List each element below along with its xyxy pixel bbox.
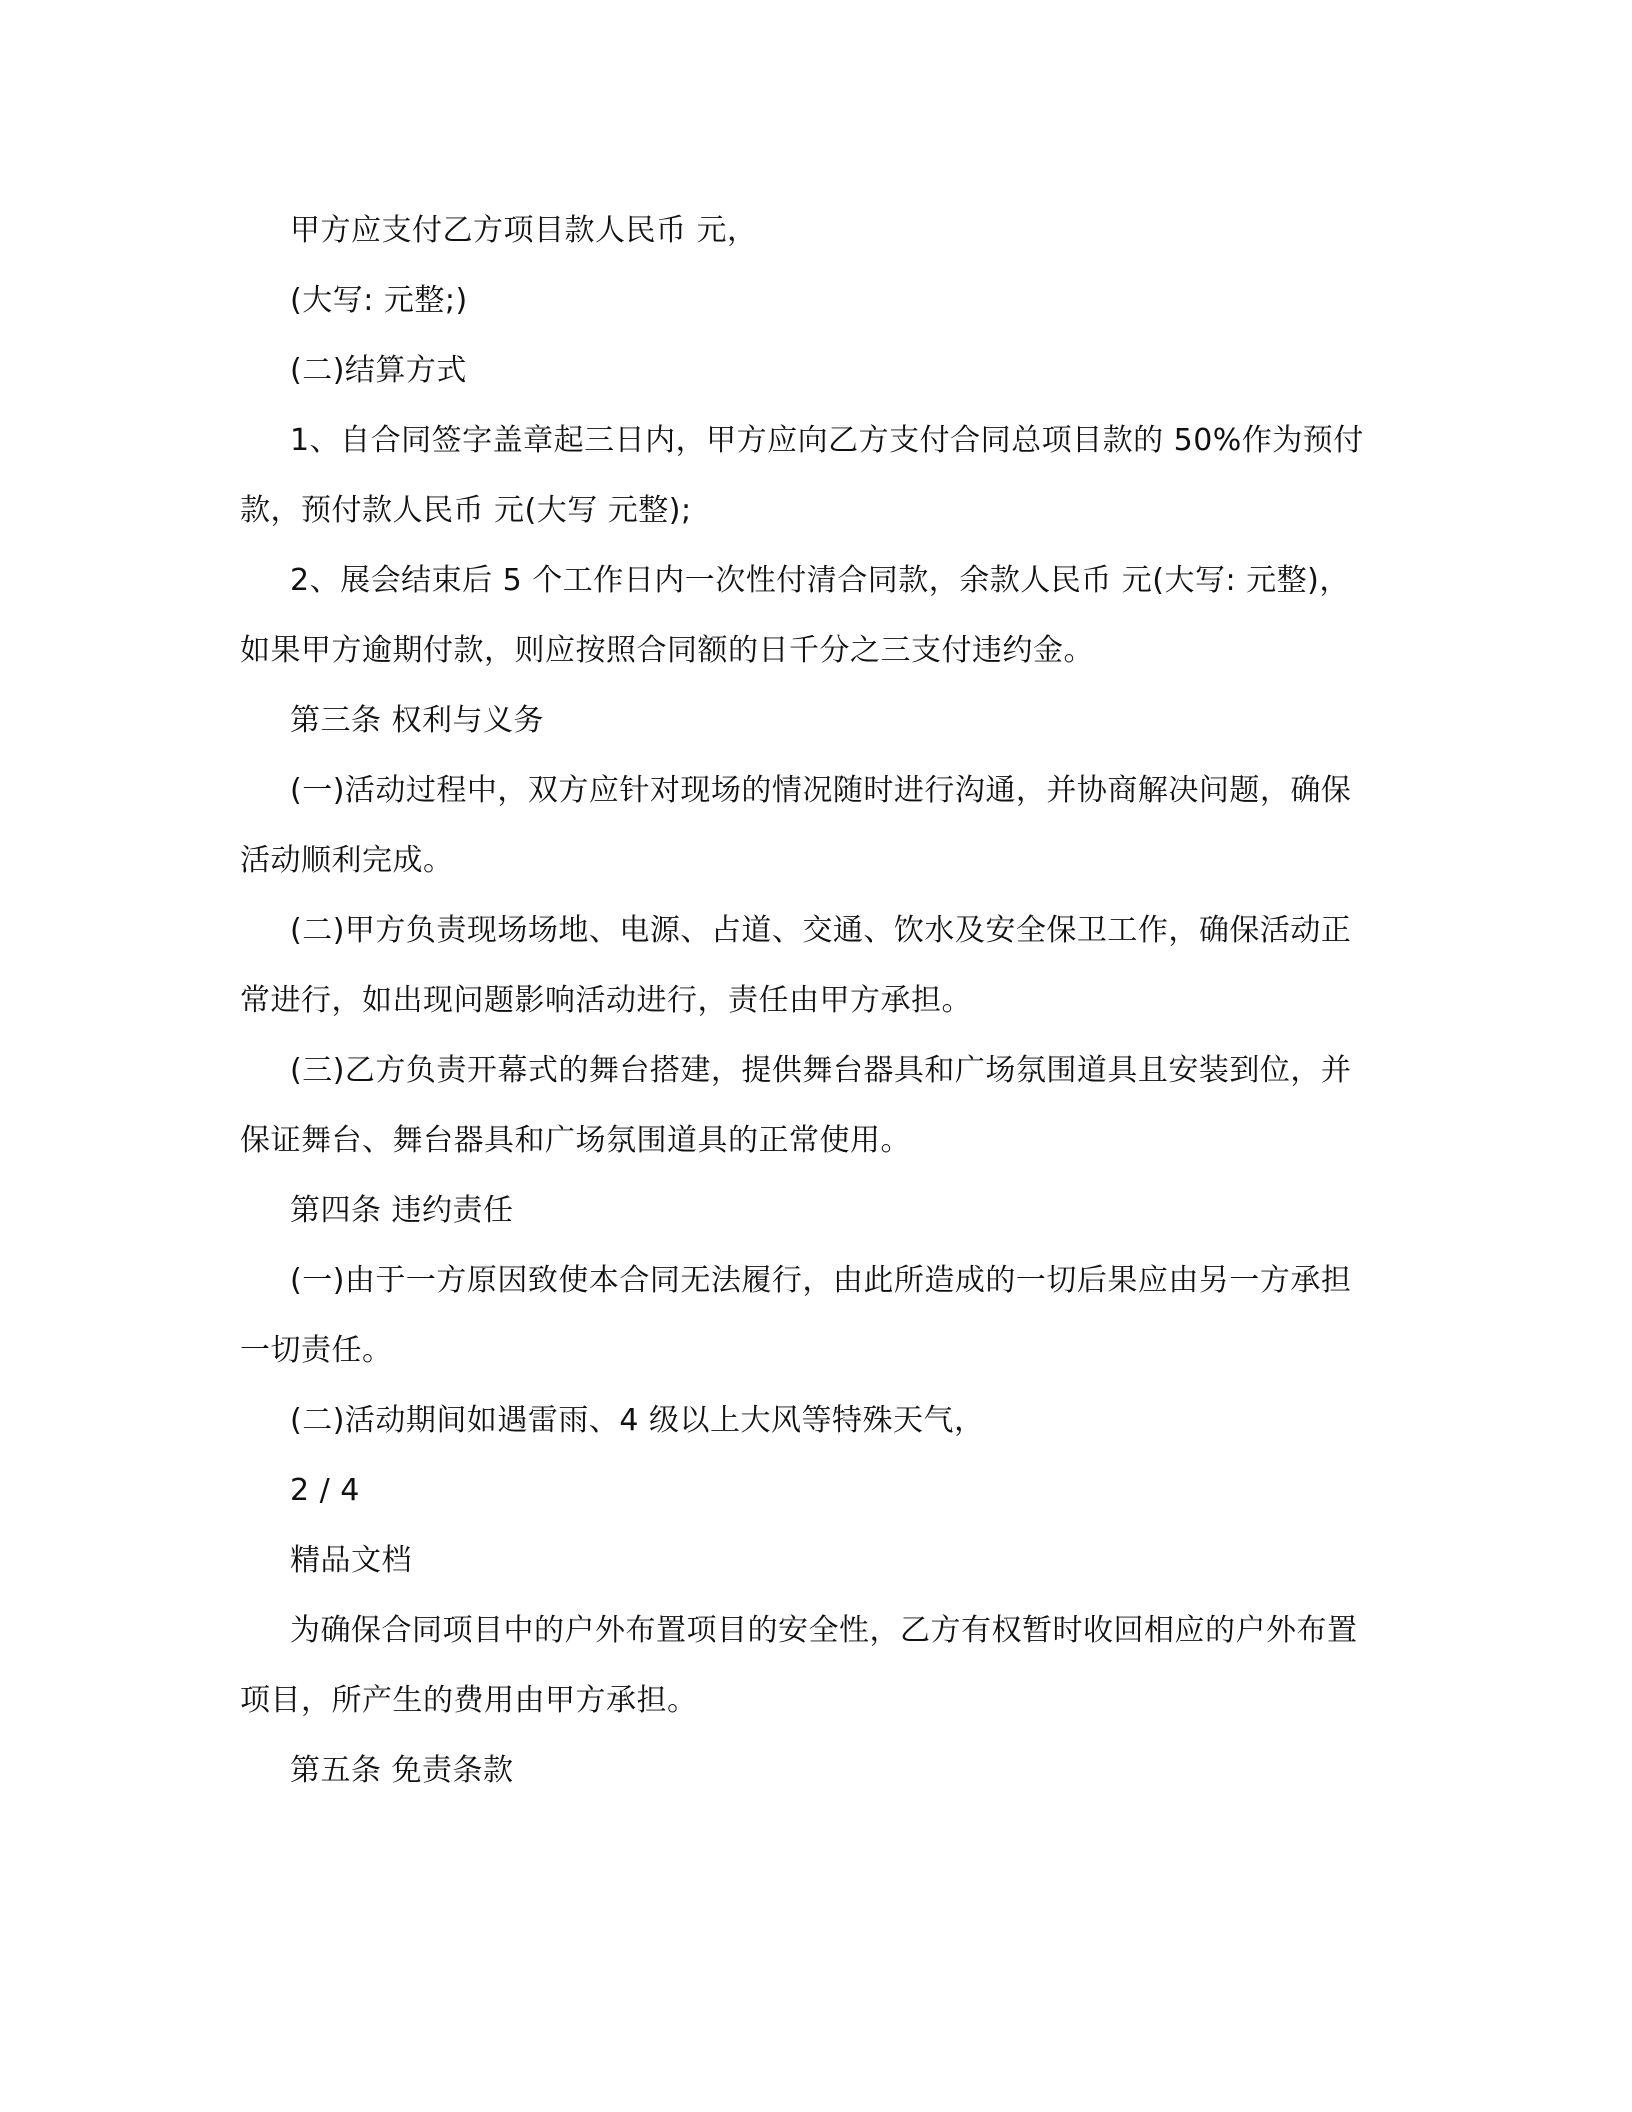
section-heading-settlement: (二)结算方式 xyxy=(290,353,467,388)
page-number: 2 / 4 xyxy=(290,1473,360,1508)
paragraph-breach: (一)由于一方原因致使本合同无法履行，由此所造成的一切后果应由另一方承担一切责任。 xyxy=(240,1263,1352,1368)
paragraph-weather: (二)活动期间如遇雷雨、4 级以上大风等特殊天气， xyxy=(290,1403,985,1438)
article-heading-exemption: 第五条 免责条款 xyxy=(290,1753,514,1788)
article-heading-rights-obligations: 第三条 权利与义务 xyxy=(290,703,545,738)
article-heading-liability: 第四条 违约责任 xyxy=(290,1193,514,1228)
paragraph-amount-uppercase: (大写: 元整;) xyxy=(290,283,468,318)
document-body xyxy=(240,196,1372,1806)
paragraph-balance-payment: 2、展会结束后 5 个工作日内一次性付清合同款，余款人民币 元(大写: 元整)，如果甲方逾期付款，则应按照合同额的日千分之三支付违约金。 xyxy=(240,563,1350,668)
paragraph-outdoor-safety: 为确保合同项目中的户外布置项目的安全性，乙方有权暂时收回相应的户外布置项目，所产生的费用由甲方承担。 xyxy=(240,1613,1358,1718)
paragraph-communication: (一)活动过程中，双方应针对现场的情况随时进行沟通，并协商解决问题，确保活动顺利完成。 xyxy=(240,773,1352,878)
document-label: 精品文档 xyxy=(290,1543,412,1578)
paragraph-party-a-duties: (二)甲方负责现场场地、电源、占道、交通、饮水及安全保卫工作，确保活动正常进行，如出现问题影响活动进行，责任由甲方承担。 xyxy=(240,913,1352,1018)
paragraph-advance-payment: 1、自合同签字盖章起三日内，甲方应向乙方支付合同总项目款的 50%作为预付款，预付款人民币 元(大写 元整); xyxy=(240,423,1364,528)
paragraph-party-b-duties: (三)乙方负责开幕式的舞台搭建，提供舞台器具和广场氛围道具且安装到位，并保证舞台、舞台器具和广场氛围道具的正常使用。 xyxy=(240,1053,1352,1158)
paragraph-payment-amount: 甲方应支付乙方项目款人民币 元， xyxy=(290,213,758,248)
